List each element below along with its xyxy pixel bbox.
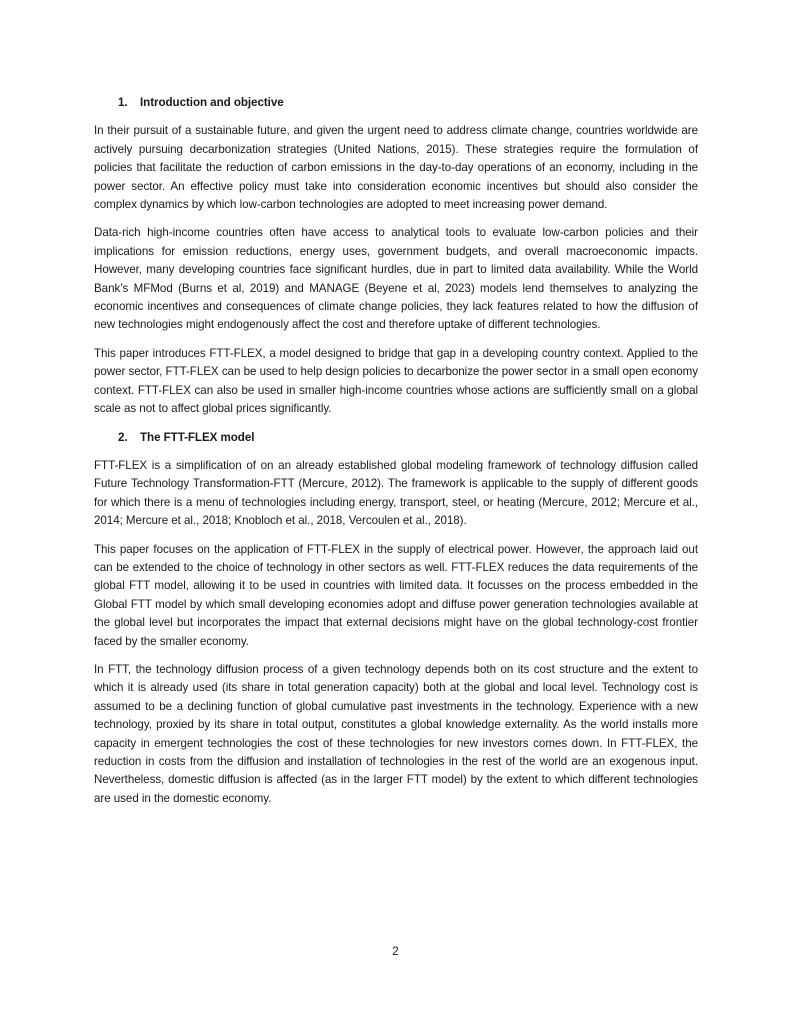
page-number: 2 xyxy=(392,945,399,958)
section-title: Introduction and objective xyxy=(140,96,284,109)
paragraph: Data-rich high-income countries often have access to analytical tools to evaluate low-carbon policies and their implications for emission reductions, energy uses, government budgets, and overall macroeconomic impacts. However, many developing countries face significant hurdles, due in part to limited data availability. While the World Bank’s MFMod (Burns et al, 2019) and MANAGE (Beyene et al, 2023) models lend themselves to analyzing the economic incentives and consequences of climate change policies, they lack features related to how the diffusion of new technologies might endogenously affect the cost and therefore uptake of different technologies. xyxy=(94,226,698,332)
section-heading-introduction xyxy=(94,94,698,112)
section-number: 2. xyxy=(118,430,128,444)
paragraph: In their pursuit of a sustainable future, and given the urgent need to address climate change, countries worldwide are actively pursuing decarbonization strategies (United Nations, 2015). These strategies require the formulation of policies that facilitate the reduction of carbon emissions in the day-to-day operations of an economy, including in the power sector. An effective policy must take into consideration economic incentives but should also consider the complex dynamics by which low-carbon technologies are adopted to meet increasing power demand. xyxy=(94,124,698,212)
paragraph: This paper introduces FTT-FLEX, a model designed to bridge that gap in a developing country context. Applied to the power sector, FTT-FLEX can be used to help design policies to decarbonize the power sector in a small open economy context. FTT-FLEX can also be used in smaller high-income countries whose actions are sufficiently small on a global scale as not to affect global prices significantly. xyxy=(94,346,698,416)
paragraph: This paper focuses on the application of FTT-FLEX in the supply of electrical power. However, the approach laid out can be extended to the choice of technology in other sectors as well. FTT-FLEX reduces the data requirements of the global FTT model, allowing it to be used in countries with limited data. It focusses on the process embedded in the Global FTT model by which small developing economies adopt and diffuse power generation technologies available at the global level but incorporates the impact that external decisions might have on the global technology-cost frontier faced by the smaller economy. xyxy=(94,542,698,648)
section-heading-model xyxy=(94,429,698,447)
section-number: 1. xyxy=(118,96,128,109)
paragraph: FTT-FLEX is a simplification of on an already established global modeling framework of technology diffusion called Future Technology Transformation-FTT (Mercure, 2012). The framework is applicable to the supply of different goods for which there is a menu of technologies including energy, transport, steel, or heating (Mercure, 2012; Mercure et al., 2014; Mercure et al., 2018; Knobloch et al., 2018, Vercoulen et al., 2018). xyxy=(94,458,698,528)
page-body xyxy=(94,94,698,818)
section-title: The FTT-FLEX model xyxy=(140,430,255,444)
paragraph: In FTT, the technology diffusion process of a given technology depends both on its cost structure and the extent to which it is already used (its share in total generation capacity) both at the global and local level. Technology cost is assumed to be a declining function of global cumulative past investments in the technology. Experience with a new technology, proxied by its share in total output, constitutes a global knowledge externality. As the world installs more capacity in emergent technologies the cost of these technologies for new investors comes down. In FTT-FLEX, the reduction in costs from the diffusion and installation of technologies in the rest of the world are an exogenous input. Nevertheless, domestic diffusion is affected (as in the larger FTT model) by the extent to which different technologies are used in the domestic economy. xyxy=(94,662,698,805)
